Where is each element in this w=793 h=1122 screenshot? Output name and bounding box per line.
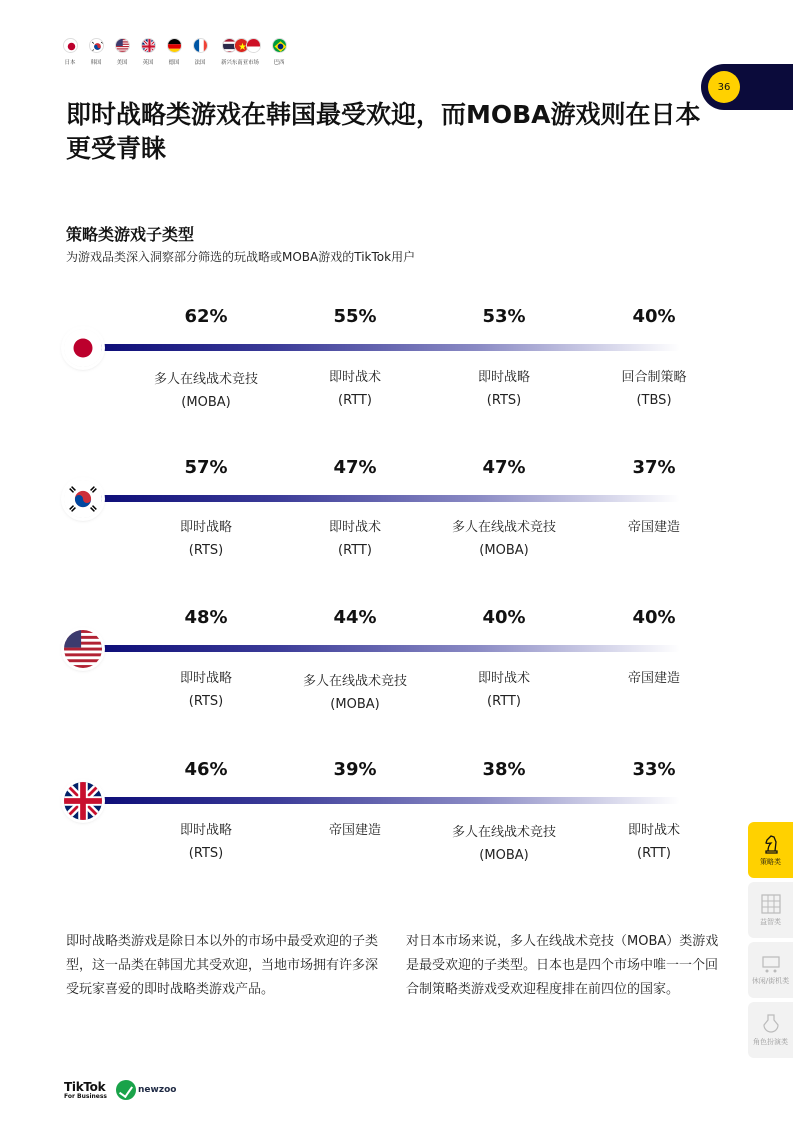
tiktok-subtitle: For Business: [64, 1093, 107, 1100]
market-label: 法国: [195, 59, 206, 66]
subgenre-label: [285, 366, 425, 412]
page-number-tab: [701, 64, 793, 110]
chess-knight-icon: [761, 833, 781, 855]
ranking-bar: [100, 797, 680, 804]
subgenre-name: 帝国建造: [328, 823, 381, 838]
subgenre-percentage: 40%: [632, 607, 676, 628]
subgenre-abbr: (TBS): [636, 393, 672, 408]
subgenre-label: [434, 821, 574, 867]
subgenre-percentage: 53%: [482, 306, 526, 327]
section-description: 为游戏品类深入洞察部分筛选的玩战略或MOBA游戏的TikTok用户: [66, 250, 416, 264]
usa-flag-icon: [64, 630, 102, 668]
subgenre-percentage: 44%: [333, 607, 377, 628]
subgenre-abbr: (RTS): [188, 694, 224, 709]
subgenre-name: 即时战略: [477, 370, 530, 385]
side-nav-label: 休闲/街机类: [751, 977, 790, 985]
subgenre-abbr: (RTT): [637, 846, 671, 861]
genre-side-nav: [748, 822, 793, 1062]
japan-flag-icon: [63, 38, 78, 53]
market-label: 新兴东南亚市场: [221, 59, 259, 66]
subgenre-abbr: (MOBA): [479, 543, 529, 558]
side-nav-label: 益智类: [760, 918, 781, 926]
market-flag-sea[interactable]: [216, 38, 264, 66]
country-row-japan: [0, 300, 793, 430]
market-flag-korea[interactable]: [86, 38, 107, 66]
market-flag-uk[interactable]: [138, 38, 159, 66]
subgenre-name: 多人在线战术竞技: [451, 825, 556, 840]
uk-flag-icon: [141, 38, 156, 53]
subgenre-label: [285, 819, 425, 842]
section-title: 策略类游戏子类型: [66, 225, 195, 244]
france-flag-icon: [193, 38, 208, 53]
body-paragraph-right: 对日本市场来说，多人在线战术竞技（MOBA）类游戏是最受欢迎的子类型。日本也是四个市场中唯一一个回合制策略类游戏受欢迎程度排在前四位的国家。: [406, 934, 719, 997]
subgenre-percentage: 48%: [184, 607, 228, 628]
side-nav-casual-arcade[interactable]: [748, 942, 793, 998]
market-label: 德国: [169, 59, 180, 66]
side-nav-puzzle[interactable]: [748, 882, 793, 938]
subgenre-name: 帝国建造: [627, 671, 680, 686]
market-label: 巴西: [274, 59, 285, 66]
side-nav-label: 策略类: [760, 858, 781, 866]
market-flag-usa[interactable]: [112, 38, 133, 66]
potion-icon: [762, 1013, 780, 1035]
market-label: 英国: [143, 59, 154, 66]
subgenre-abbr: (RTS): [188, 846, 224, 861]
subgenre-percentage: 38%: [482, 759, 526, 780]
subgenre-abbr: (RTT): [338, 543, 372, 558]
subgenre-label: [584, 516, 724, 539]
subgenre-label: [136, 368, 276, 414]
page-title: 即时战略类游戏在韩国最受欢迎，而MOBA游戏则在日本更受青睐: [66, 100, 701, 163]
market-flag-germany[interactable]: [164, 38, 185, 66]
body-paragraph-left: 即时战略类游戏是除日本以外的市场中最受欢迎的子类型，这一品类在韩国尤其受欢迎，当地市场拥有许多深受玩家喜爱的即时战略类游戏产品。: [66, 934, 379, 997]
subgenre-name: 多人在线战术竞技: [302, 674, 407, 689]
subgenre-percentage: 37%: [632, 457, 676, 478]
market-label: 美国: [117, 59, 128, 66]
korea-flag-icon: [89, 38, 104, 53]
tiktok-wordmark: TikTok: [64, 1080, 106, 1094]
side-nav-rpg[interactable]: [748, 1002, 793, 1058]
arcade-icon: [760, 954, 782, 974]
korea-flag-icon: [64, 480, 102, 518]
subgenre-abbr: (MOBA): [479, 848, 529, 863]
subgenre-name: 即时战略: [179, 520, 232, 535]
subgenre-label: [584, 667, 724, 690]
subgenre-label: [584, 366, 724, 412]
subgenre-name: 回合制策略: [621, 370, 687, 385]
market-flag-france[interactable]: [190, 38, 211, 66]
subgenre-abbr: (RTS): [486, 393, 522, 408]
page-number: 36: [708, 71, 740, 103]
subgenre-percentage: 46%: [184, 759, 228, 780]
subgenre-label: [285, 670, 425, 716]
usa-flag-icon: [115, 38, 130, 53]
subgenre-name: 多人在线战术竞技: [451, 520, 556, 535]
subgenre-abbr: (MOBA): [181, 395, 231, 410]
market-flag-japan[interactable]: [60, 38, 81, 66]
puzzle-grid-icon: [760, 893, 782, 915]
market-label: 韩国: [91, 59, 102, 66]
side-nav-label: 角色扮演类: [753, 1038, 788, 1046]
uk-flag-icon: [64, 782, 102, 820]
market-label: 日本: [65, 59, 76, 66]
subgenre-name: 即时战术: [627, 823, 680, 838]
subgenre-percentage: 47%: [482, 457, 526, 478]
germany-flag-icon: [167, 38, 182, 53]
subgenre-label: [285, 516, 425, 562]
subgenre-name: 帝国建造: [627, 520, 680, 535]
newzoo-logo: [116, 1080, 176, 1100]
subgenre-percentage: 33%: [632, 759, 676, 780]
subgenre-abbr: (MOBA): [330, 697, 380, 712]
brazil-flag-icon: [272, 38, 287, 53]
subgenre-label: [136, 667, 276, 713]
sea-flags-icon: [222, 38, 258, 53]
market-flag-strip: [60, 38, 290, 66]
subgenre-name: 即时战术: [328, 520, 381, 535]
side-nav-strategy[interactable]: [748, 822, 793, 878]
country-row-korea: [0, 450, 793, 580]
tiktok-for-business-logo: [64, 1080, 107, 1100]
subgenre-percentage: 40%: [632, 306, 676, 327]
japan-flag-icon: [64, 329, 102, 367]
subgenre-label: [434, 667, 574, 713]
subgenre-abbr: (RTS): [188, 543, 224, 558]
subgenre-percentage: 57%: [184, 457, 228, 478]
subgenre-label: [434, 516, 574, 562]
country-row-uk: [0, 752, 793, 882]
subgenre-abbr: (RTT): [487, 694, 521, 709]
subgenre-label: [584, 819, 724, 865]
subgenre-name: 即时战术: [477, 671, 530, 686]
country-row-usa: [0, 600, 793, 730]
subgenre-label: [136, 819, 276, 865]
ranking-bar: [100, 645, 680, 652]
subgenre-label: [434, 366, 574, 412]
ranking-bar: [100, 495, 680, 502]
subgenre-percentage: 62%: [184, 306, 228, 327]
subgenre-percentage: 39%: [333, 759, 377, 780]
subgenre-percentage: 40%: [482, 607, 526, 628]
subgenre-name: 即时战略: [179, 823, 232, 838]
subgenre-percentage: 55%: [333, 306, 377, 327]
subgenre-name: 即时战术: [328, 370, 381, 385]
market-flag-brazil[interactable]: [269, 38, 290, 66]
subgenre-label: [136, 516, 276, 562]
subgenre-name: 多人在线战术竞技: [153, 372, 258, 387]
ranking-bar: [100, 344, 680, 351]
subgenre-abbr: (RTT): [338, 393, 372, 408]
newzoo-check-icon: [116, 1080, 136, 1100]
newzoo-wordmark: newzoo: [138, 1085, 177, 1095]
subgenre-percentage: 47%: [333, 457, 377, 478]
subgenre-name: 即时战略: [179, 671, 232, 686]
